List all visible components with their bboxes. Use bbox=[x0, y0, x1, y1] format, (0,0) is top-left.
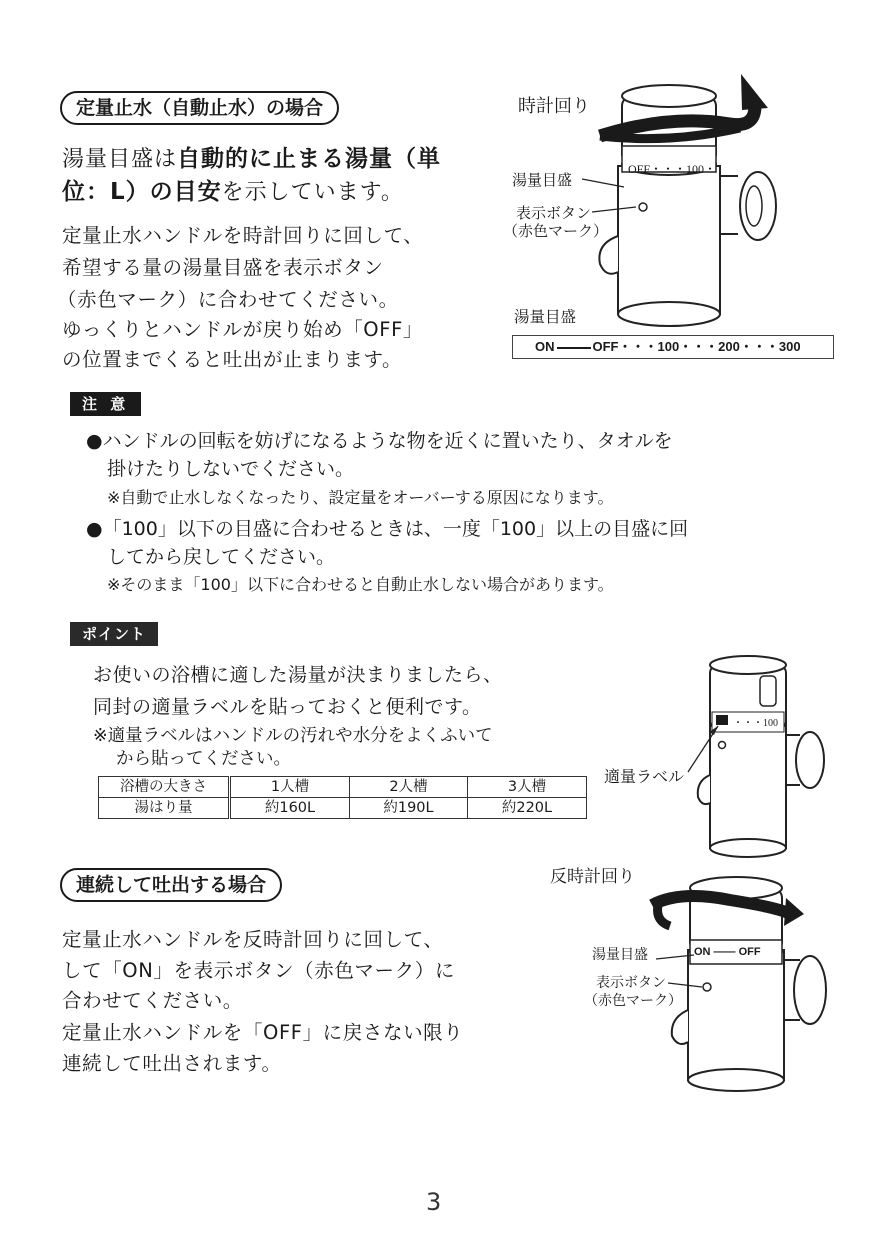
side-outlet bbox=[794, 956, 826, 1024]
suitable-label-caption: 適量ラベル bbox=[604, 767, 685, 786]
section2-body-4: 定量止水ハンドルを「OFF」に戻さない限り bbox=[62, 1021, 464, 1044]
section2-title: 連続して吐出する場合 bbox=[60, 868, 282, 902]
point-line-1: お使いの浴槽に適した湯量が決まりましたら、 bbox=[93, 664, 503, 686]
dial-text: OFF・・・100・ bbox=[628, 162, 717, 176]
table-cell: 約220L bbox=[468, 798, 587, 819]
scale-line bbox=[557, 347, 591, 349]
point-line-2: 同封の適量ラベルを貼っておくと便利です。 bbox=[93, 696, 482, 718]
lead-text: を示しています。 bbox=[221, 180, 404, 205]
indicator-button bbox=[703, 983, 711, 991]
section2-body-1: 定量止水ハンドルを反時計回りに回して、 bbox=[62, 928, 444, 951]
caution-item-1-line1: ●ハンドルの回転を妨げになるような物を近くに置いたり、タオルを bbox=[86, 430, 673, 452]
button-label-sub: （赤色マーク） bbox=[503, 222, 609, 240]
scale-label: 湯量目盛 bbox=[512, 171, 573, 189]
section1-body-4: ゆっくりとハンドルが戻り始め「OFF」 bbox=[62, 318, 423, 341]
rotation-label: 反時計回り bbox=[550, 867, 635, 887]
section1-body-1: 定量止水ハンドルを時計回りに回して、 bbox=[62, 224, 424, 247]
section1-body-2: 希望する量の湯量目盛を表示ボタン bbox=[62, 256, 384, 279]
point-tag: ポイント bbox=[70, 622, 158, 646]
caution-item-2-line2: してから戻してください。 bbox=[107, 546, 336, 568]
point-note-1: ※適量ラベルはハンドルの汚れや水分をよくふいて bbox=[93, 726, 493, 746]
table-row bbox=[99, 777, 587, 798]
label-sticker bbox=[716, 715, 728, 725]
table-header-cell: 3人槽 bbox=[468, 777, 587, 798]
caution-item-1-note: ※自動で止水しなくなったり、設定量をオーバーする原因になります。 bbox=[107, 488, 614, 507]
volume-scale-strip bbox=[512, 335, 834, 359]
caution-tag: 注 意 bbox=[70, 392, 141, 416]
page-number: 3 bbox=[426, 1188, 442, 1216]
section2-body-5: 連続して吐出されます。 bbox=[62, 1052, 282, 1075]
lead-text: 湯量目盛は bbox=[62, 147, 178, 172]
table-header-cell: 2人槽 bbox=[350, 777, 468, 798]
rotation-label: 時計回り bbox=[518, 96, 590, 117]
button-label-sub: （赤色マーク） bbox=[584, 993, 682, 1009]
section2-body-3: 合わせてください。 bbox=[62, 989, 243, 1012]
button-label: 表示ボタン bbox=[516, 204, 592, 222]
scale-caption: 湯量目盛 bbox=[514, 308, 577, 326]
section2-body-2: して「ON」を表示ボタン（赤色マーク）に bbox=[62, 959, 455, 982]
caution-item-2-note: ※そのまま「100」以下に合わせると自動止水しない場合があります。 bbox=[107, 575, 614, 594]
bathtub-volume-table bbox=[98, 776, 587, 819]
table-cell: 約160L bbox=[230, 798, 350, 819]
table-cell: 湯はり量 bbox=[99, 798, 230, 819]
section1-lead-line1 bbox=[62, 143, 441, 176]
scale-label: 湯量目盛 bbox=[592, 947, 648, 963]
section1-lead-line2 bbox=[62, 176, 404, 209]
table-cell: 約190L bbox=[350, 798, 468, 819]
button-label: 表示ボタン bbox=[596, 975, 666, 991]
scale-on: ON bbox=[535, 339, 555, 354]
faucet-body bbox=[618, 166, 720, 314]
table-row bbox=[99, 798, 587, 819]
point-note-2: から貼ってください。 bbox=[116, 749, 291, 769]
indicator-button bbox=[719, 742, 726, 749]
faucet-illustration-1 bbox=[500, 66, 780, 316]
caution-item-1-line2: 掛けたりしないでください。 bbox=[107, 458, 355, 480]
section1-body-3: （赤色マーク）に合わせてください。 bbox=[57, 288, 399, 311]
scale-values: OFF・・・100・・・200・・・300 bbox=[592, 339, 801, 354]
lead-emphasis: 自動的に止まる湯量（単 bbox=[177, 146, 442, 172]
caution-item-2-line1: ●「100」以下の目盛に合わせるときは、一度「100」以上の目盛に回 bbox=[86, 518, 689, 540]
dial-text: ON ―― OFF bbox=[694, 946, 761, 958]
table-header-cell: 1人槽 bbox=[230, 777, 350, 798]
lead-emphasis: 位：L）の目安 bbox=[62, 179, 222, 205]
indicator-button bbox=[639, 203, 647, 211]
section1-body-5: の位置までくると吐出が止まります。 bbox=[62, 348, 403, 371]
faucet-illustration-2 bbox=[660, 650, 860, 850]
label-dial-text: ・・・100 bbox=[733, 718, 778, 729]
faucet-body bbox=[688, 950, 784, 1080]
section1-title: 定量止水（自動止水）の場合 bbox=[60, 91, 339, 125]
table-header-cell: 浴槽の大きさ bbox=[99, 777, 230, 798]
